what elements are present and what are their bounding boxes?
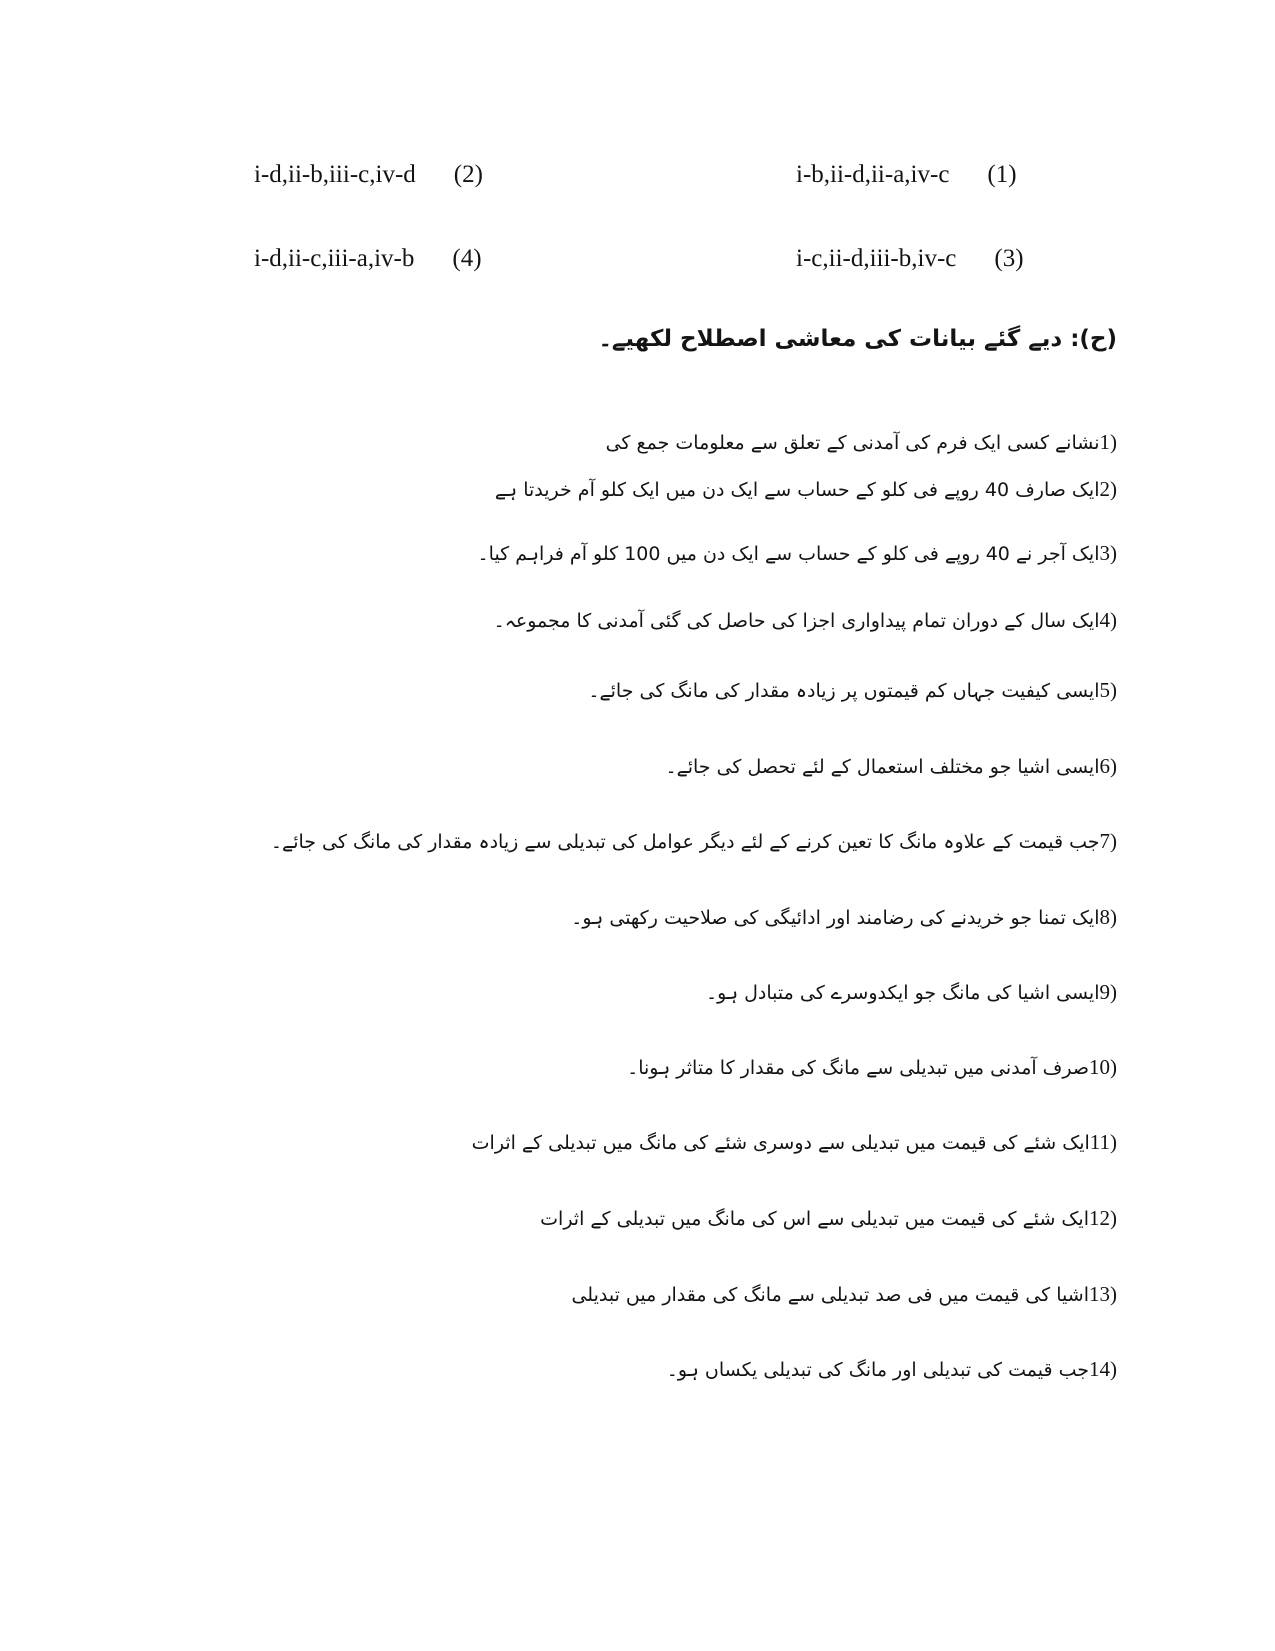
option-3-text: i-c,ii-d,iii-b,iv-c [796, 245, 957, 272]
list-item [588, 675, 1117, 706]
option-1 [796, 160, 1017, 190]
item-text: جب قیمت کے علاوہ مانگ کا تعین کرنے کے لئے دیگر عوامل کی تبدیلی سے زیادہ مقدار کی مانگ کی جائے۔ [270, 831, 1100, 853]
item-number: 9) [1099, 980, 1117, 1004]
option-4-number: (4) [452, 245, 482, 272]
item-text: ایک سال کے دوران تمام پیداواری اجزا کی حاصل کی گئی آمدنی کا مجموعہ۔ [493, 610, 1100, 632]
option-3 [796, 244, 1024, 274]
item-number: 10) [1089, 1055, 1117, 1079]
list-item [665, 751, 1117, 782]
list-item [627, 1052, 1117, 1083]
option-1-number: (1) [987, 161, 1017, 188]
item-text: ایک شئے کی قیمت میں تبدیلی سے اس کی مانگ میں تبدیلی کے اثرات [540, 1208, 1089, 1230]
item-number: 8) [1099, 905, 1117, 929]
list-item [571, 1279, 1117, 1310]
list-item [571, 902, 1117, 933]
item-number: 3) [1099, 541, 1117, 565]
item-text: صرف آمدنی میں تبدیلی سے مانگ کی مقدار کا متاثر ہونا۔ [627, 1057, 1089, 1079]
item-number: 11) [1089, 1130, 1117, 1154]
item-number: 1) [1099, 430, 1117, 454]
item-number: 12) [1089, 1206, 1117, 1230]
option-4-text: i-d,ii-c,iii-a,iv-b [254, 245, 415, 272]
item-text: ایسی اشیا کی مانگ جو ایکدوسرے کی متبادل ہو۔ [706, 982, 1100, 1004]
option-2-text: i-d,ii-b,iii-c,iv-d [254, 161, 416, 188]
item-text: ایک شئے کی قیمت میں تبدیلی سے دوسری شئے کی مانگ میں تبدیلی کے اثرات [471, 1132, 1090, 1154]
list-item [271, 826, 1117, 857]
section-heading: (ح): دیے گئے بیانات کی معاشی اصطلاح لکھیے۔ [598, 326, 1117, 352]
list-item [495, 474, 1117, 505]
option-1-text: i-b,ii-d,ii-a,iv-c [796, 161, 950, 188]
list-item [540, 1203, 1117, 1234]
item-text: ایسی کیفیت جہاں کم قیمتوں پر زیادہ مقدار کی مانگ کی جائے۔ [588, 680, 1100, 702]
item-number: 6) [1099, 754, 1117, 778]
option-3-number: (3) [994, 245, 1024, 272]
item-number: 5) [1099, 678, 1117, 702]
list-item [706, 977, 1117, 1008]
item-text: ایک آجر نے 40 روپے فی کلو کے حساب سے ایک دن میں 100 کلو آم فراہم کیا۔ [477, 543, 1100, 565]
list-item [494, 605, 1117, 636]
item-number: 7) [1099, 829, 1117, 853]
item-text: ایسی اشیا جو مختلف استعمال کے لئے تحصل کی جائے۔ [665, 756, 1100, 778]
item-text: نشانے کسی ایک فرم کی آمدنی کے تعلق سے معلومات جمع کی [605, 432, 1100, 454]
option-2-number: (2) [453, 161, 483, 188]
item-text: ایک صارف 40 روپے فی کلو کے حساب سے ایک دن میں ایک کلو آم خریدتا ہے [494, 479, 1100, 501]
option-2 [254, 160, 483, 190]
item-number: 2) [1099, 477, 1117, 501]
item-number: 14) [1089, 1357, 1117, 1381]
list-item [667, 1354, 1117, 1385]
list-item [478, 538, 1117, 569]
item-text: ایک تمنا جو خریدنے کی رضامند اور ادائیگی کی صلاحیت رکھتی ہو۔ [571, 907, 1100, 929]
option-4 [254, 244, 482, 274]
item-text: جب قیمت کی تبدیلی اور مانگ کی تبدیلی یکساں ہو۔ [666, 1359, 1089, 1381]
list-item [606, 427, 1117, 458]
list-item [472, 1127, 1117, 1158]
item-number: 13) [1089, 1282, 1117, 1306]
item-number: 4) [1099, 608, 1117, 632]
item-text: اشیا کی قیمت میں فی صد تبدیلی سے مانگ کی مقدار میں تبدیلی [571, 1284, 1089, 1306]
